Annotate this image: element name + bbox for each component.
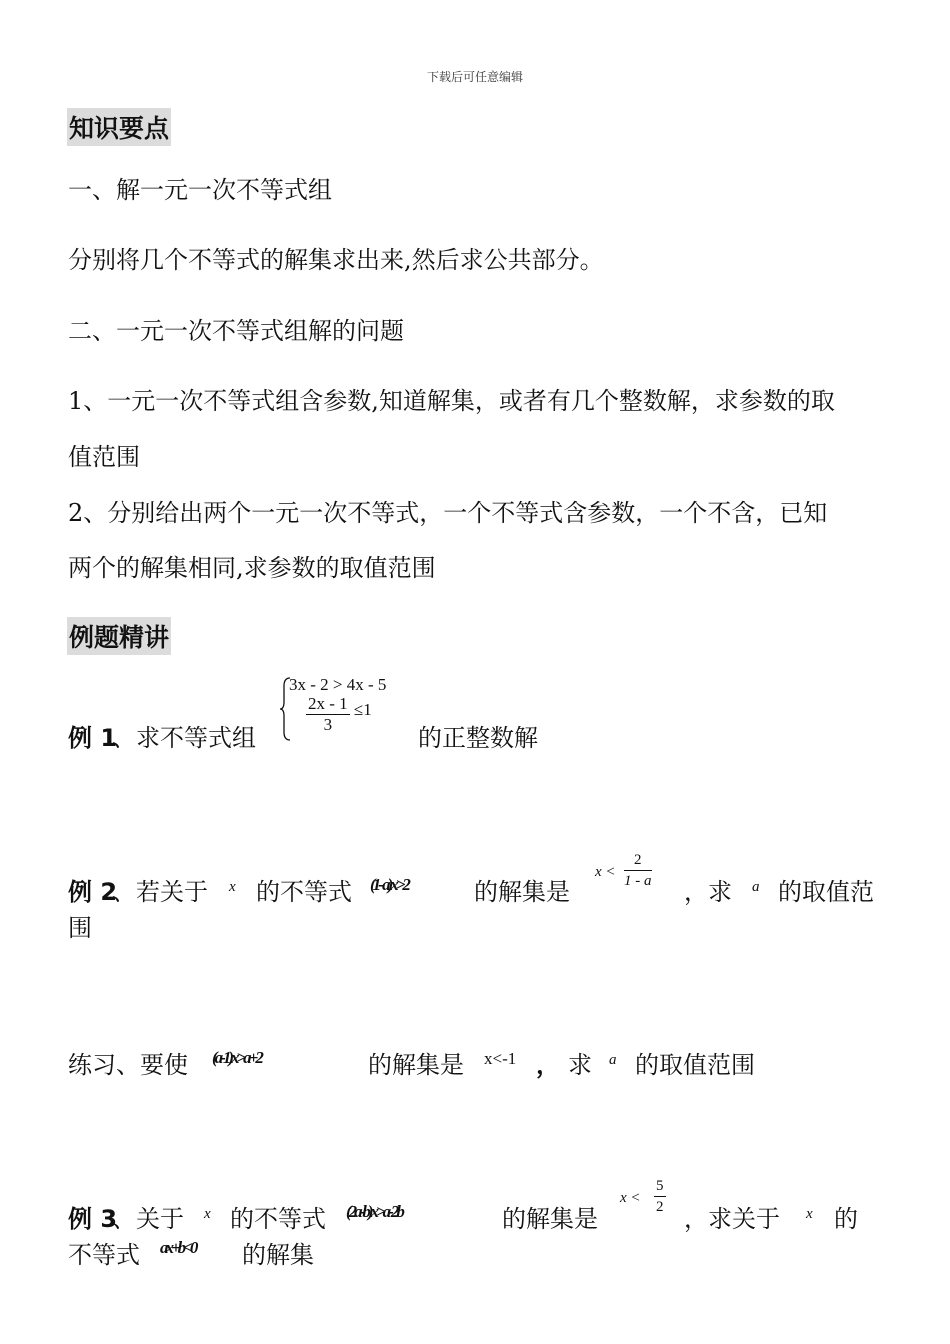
practice-inequality: (a-1)x>a+2 — [212, 1048, 261, 1067]
practice-suffix: 的取值范围 — [635, 1051, 755, 1079]
practice-solution: x<-1 — [484, 1049, 517, 1068]
page-header: 下载后可任意编辑 — [426, 70, 523, 84]
example-2-mid-3: ，求 — [684, 878, 732, 906]
example-1-relation: ≤1 — [353, 700, 372, 719]
knowledge-item-1-desc: 分别将几个不等式的解集求出来,然后求公共部分。 — [68, 246, 604, 274]
practice-variable-a: a — [609, 1052, 617, 1068]
example-2-prefix: 、若关于 — [112, 878, 208, 906]
example-1-label: 例 1 — [68, 724, 118, 752]
example-3-solution-fraction — [654, 1176, 666, 1217]
example-2-suffix-line-1: 的取值范 — [778, 878, 874, 906]
knowledge-point-2-line-2: 两个的解集相同,求参数的取值范围 — [68, 554, 436, 582]
section-title-knowledge: 知识要点 — [67, 108, 171, 146]
knowledge-point-2-line-1: 2、分别给出两个一元一次不等式，一个不等式含参数，一个不含，已知 — [68, 499, 828, 527]
example-2-mid: 的不等式 — [256, 878, 352, 906]
example-3-inequality-2: ax+b<0 — [160, 1238, 196, 1257]
example-3-label: 例 3 — [68, 1205, 118, 1233]
practice-mid-2: 求 — [568, 1051, 592, 1079]
example-1-inequality-2 — [306, 694, 372, 735]
example-2-solution-numerator: 2 — [624, 850, 652, 871]
example-3-mid: 的不等式 — [230, 1205, 326, 1233]
example-2-solution-denominator: 1 - a — [624, 873, 652, 889]
example-3-suffix-line-1: 的 — [834, 1205, 858, 1233]
example-2-label: 例 2 — [68, 878, 118, 906]
example-3-solution-denominator: 2 — [656, 1199, 664, 1215]
example-2-inequality: (1- a)x>2 — [370, 875, 408, 894]
example-3-variable-x-2: x — [806, 1206, 813, 1222]
example-3-mid-3: ，求关于 — [684, 1205, 780, 1233]
example-3-line-2-prefix: 不等式 — [68, 1241, 140, 1269]
example-1-fraction-numerator: 2x - 1 — [308, 694, 348, 713]
knowledge-item-2: 二、一元一次不等式组解的问题 — [68, 317, 404, 345]
example-3-mid-2: 的解集是 — [502, 1205, 598, 1233]
example-2-variable-a: a — [752, 879, 760, 895]
example-1-suffix: 的正整数解 — [418, 724, 538, 752]
example-1-inequality-1: 3x - 2 > 4x - 5 — [289, 675, 387, 694]
practice-prefix: 练习、要使 — [68, 1051, 188, 1079]
knowledge-point-1-line-1: 1、一元一次不等式组含参数,知道解集，或者有几个整数解，求参数的取 — [68, 387, 835, 415]
example-2-mid-2: 的解集是 — [474, 878, 570, 906]
example-2-solution-fraction — [624, 850, 652, 891]
example-3-line-2-suffix: 的解集 — [242, 1241, 314, 1269]
example-3-variable-x: x — [204, 1206, 211, 1222]
example-3-prefix: 、关于 — [112, 1205, 184, 1233]
practice-mid: 的解集是 — [368, 1051, 464, 1079]
example-1-fraction-denominator: 3 — [323, 715, 333, 734]
knowledge-point-1-line-2: 值范围 — [68, 443, 140, 471]
example-3-solution-numerator: 5 — [654, 1176, 666, 1197]
section-title-examples: 例题精讲 — [67, 617, 171, 655]
example-2-variable-x: x — [229, 879, 236, 895]
example-2-suffix-line-2: 围 — [68, 914, 92, 942]
practice-comma: ， — [536, 1050, 560, 1079]
example-2-solution-lhs: x < — [595, 864, 616, 880]
example-3-solution-lhs: x < — [620, 1190, 641, 1206]
example-3-inequality: (2a-b)x>a-2b — [346, 1202, 402, 1221]
example-1-prefix: 、求不等式组 — [112, 724, 256, 752]
knowledge-item-1: 一、解一元一次不等式组 — [68, 176, 332, 204]
